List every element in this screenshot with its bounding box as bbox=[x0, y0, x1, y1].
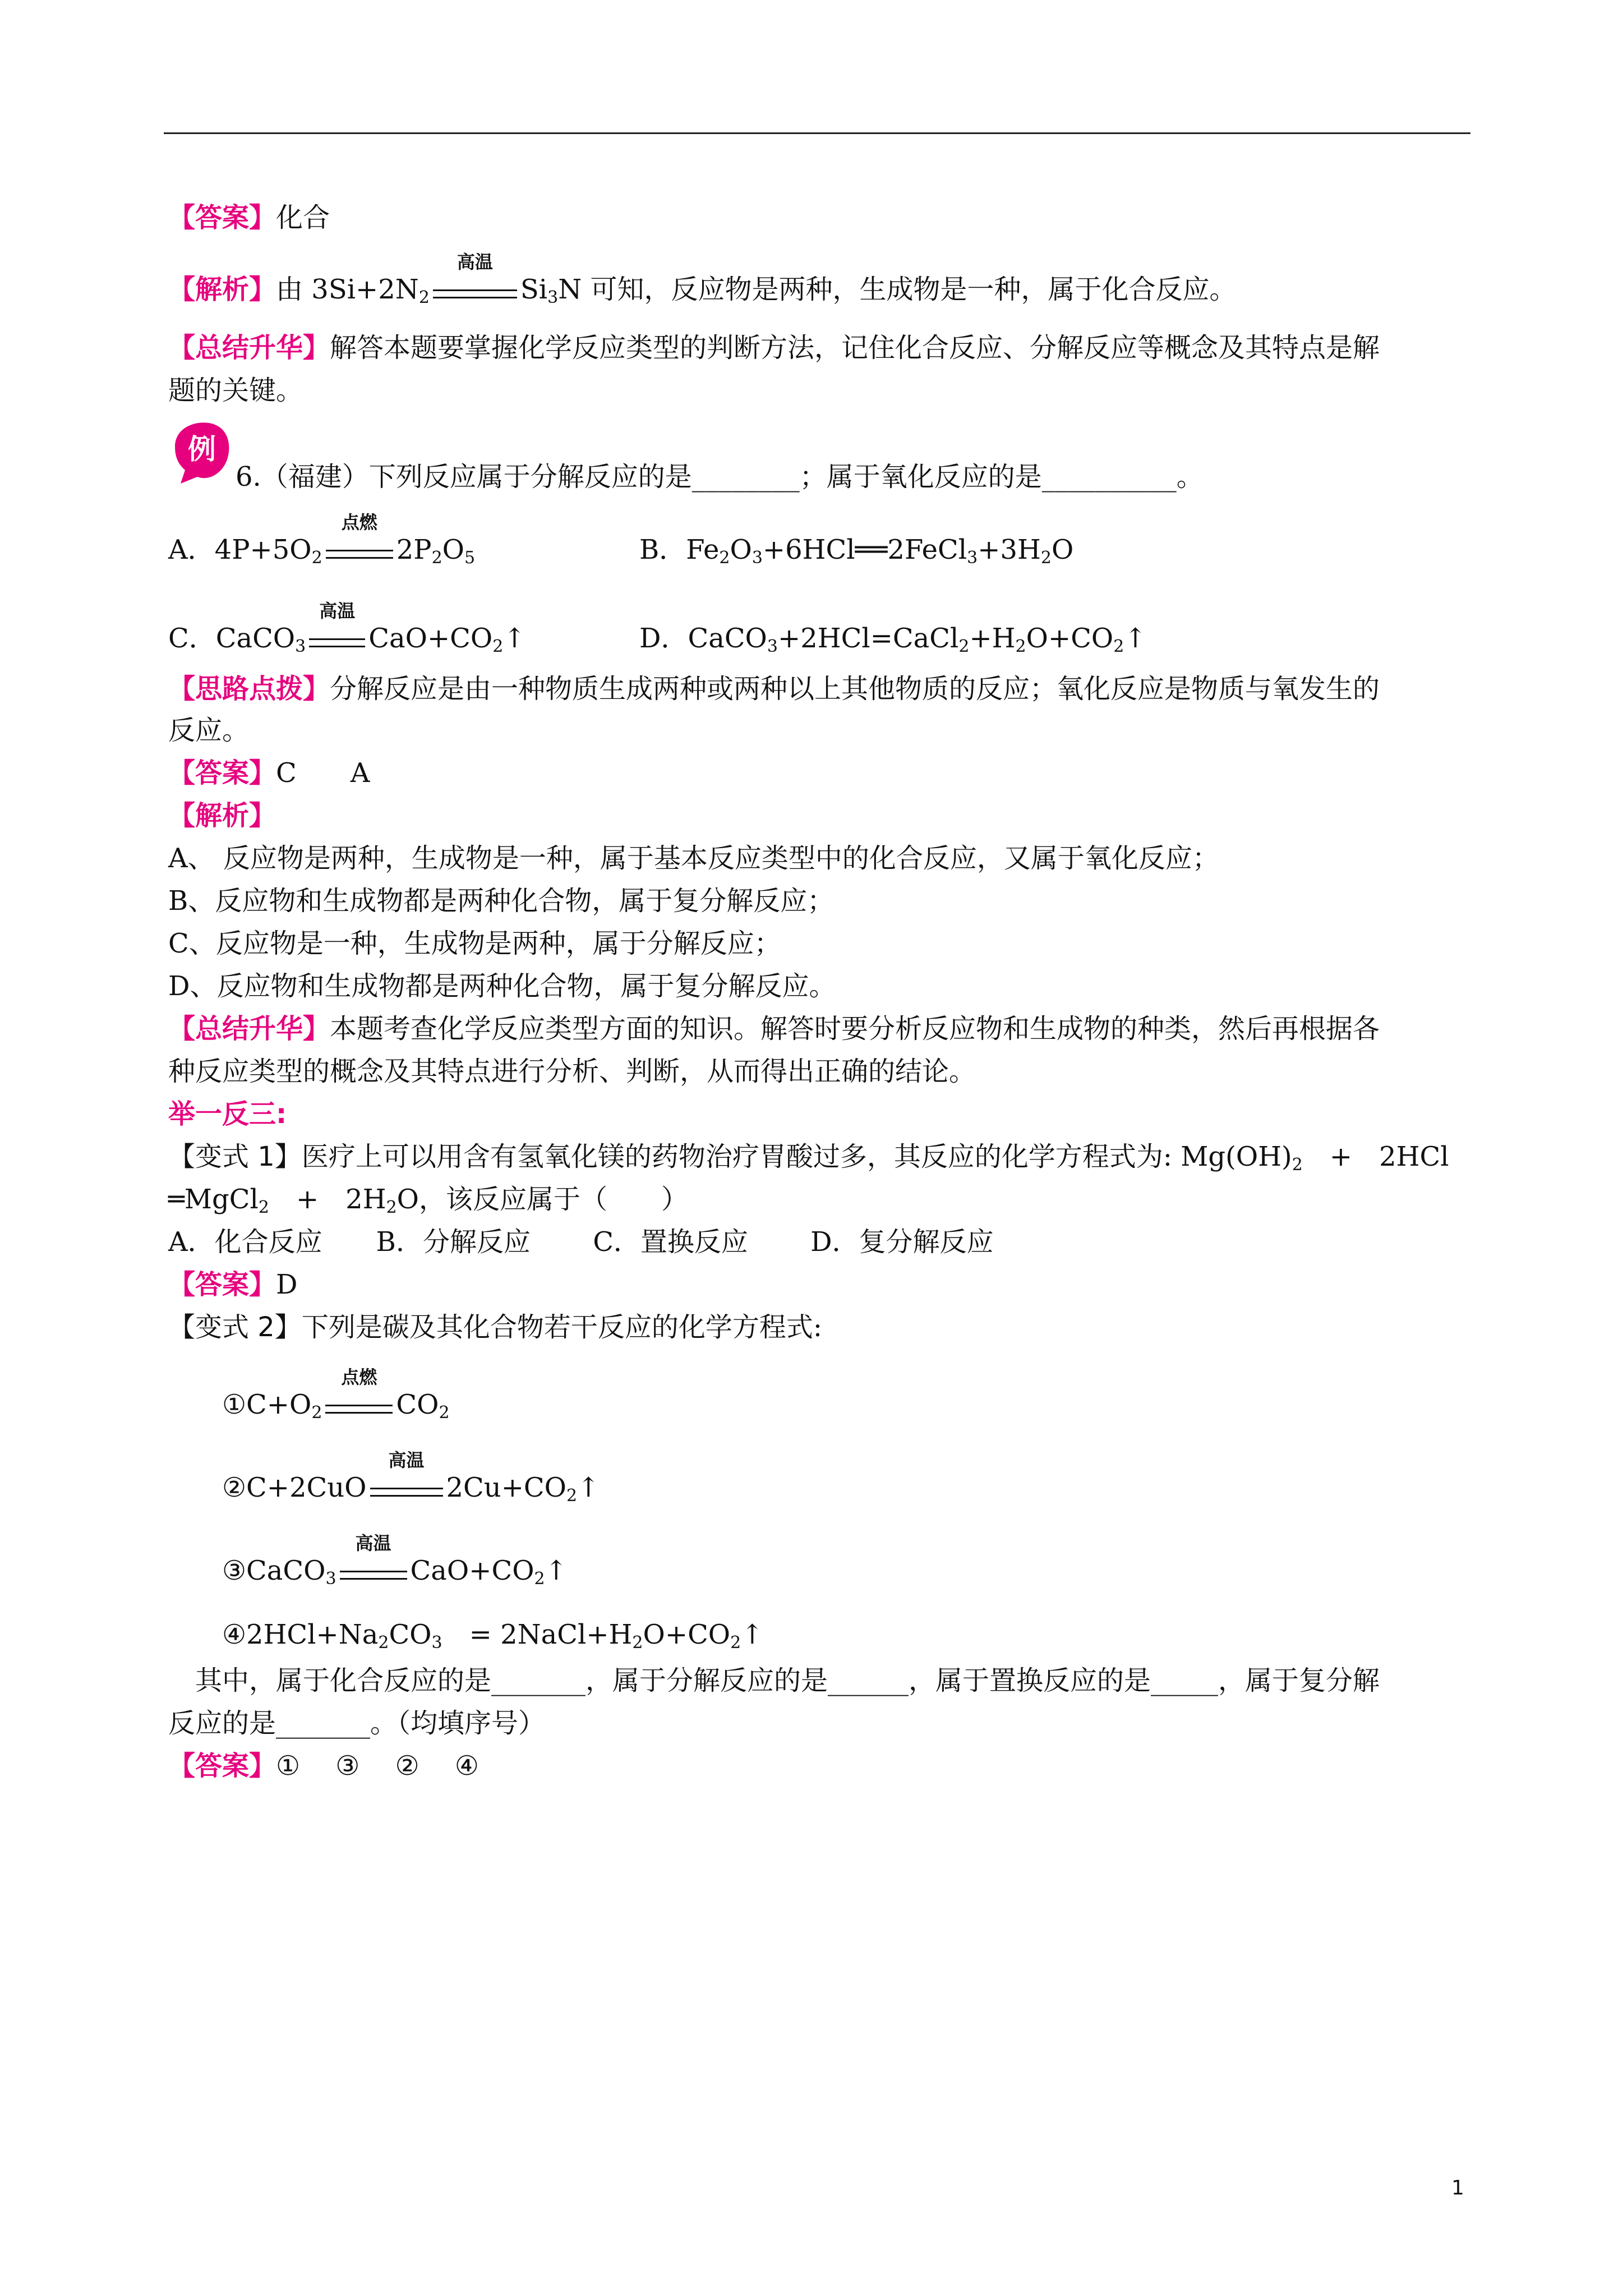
reaction-condition bbox=[433, 251, 517, 298]
equals-sign bbox=[309, 638, 365, 647]
subscript: 2 bbox=[386, 1198, 397, 1217]
subscript: 2 bbox=[534, 1569, 545, 1589]
option-text: +H bbox=[969, 623, 1016, 654]
equation-text: ③CaCO bbox=[222, 1555, 326, 1586]
answer-text: D bbox=[276, 1269, 298, 1300]
equation-text: ②C+2CuO bbox=[222, 1472, 367, 1503]
condition-label: 高温 bbox=[355, 1533, 391, 1554]
option-text: O bbox=[1051, 534, 1074, 565]
answer-text: ① ③ ② ④ bbox=[276, 1750, 479, 1782]
analysis-item bbox=[168, 927, 781, 960]
equation-text: 2Cu+CO bbox=[446, 1472, 566, 1503]
example-badge-icon bbox=[169, 418, 236, 485]
condition-label: 高温 bbox=[319, 600, 356, 622]
analysis-text: Si bbox=[520, 274, 548, 305]
variant-text: + 2HCl bbox=[1302, 1141, 1449, 1172]
hint-line bbox=[168, 714, 249, 747]
subscript: 2 bbox=[492, 637, 504, 656]
subscript: 2 bbox=[378, 1633, 389, 1653]
subscript: 2 bbox=[258, 1198, 269, 1217]
equation-3 bbox=[222, 1533, 568, 1589]
summary-text: 题的关键。 bbox=[168, 375, 303, 406]
variant-text: O，该反应属于（ ） bbox=[396, 1184, 689, 1215]
analysis-item bbox=[168, 841, 1219, 875]
question-text: 反应的是_______。（均填序号） bbox=[168, 1708, 546, 1739]
hint-line bbox=[168, 672, 1380, 706]
subscript: 2 bbox=[1292, 1155, 1303, 1175]
equals-sign bbox=[326, 550, 393, 559]
option-text: B．Fe bbox=[639, 534, 720, 565]
summary-text: 解答本题要掌握化学反应类型的判断方法，记住化合反应、分解反应等概念及其特点是解 bbox=[330, 332, 1380, 364]
analysis-text: C、反应物是一种，生成物是两种，属于分解反应； bbox=[168, 928, 781, 959]
answer-line bbox=[168, 756, 370, 790]
option-text: +6HCl══2FeCl bbox=[762, 534, 967, 565]
option-text: C．CaCO bbox=[168, 623, 296, 654]
equals-sign bbox=[370, 1488, 443, 1497]
option-text: ↑ bbox=[1124, 623, 1147, 654]
reaction-condition bbox=[309, 600, 365, 647]
hint-text: 反应。 bbox=[168, 715, 250, 746]
answer-text: C A bbox=[276, 757, 370, 789]
subscript: 2 bbox=[311, 548, 322, 568]
condition-label: 高温 bbox=[388, 1450, 425, 1471]
reaction-condition bbox=[326, 512, 393, 559]
analysis-item bbox=[168, 969, 836, 1003]
answer-line bbox=[168, 201, 330, 234]
summary-text: 种反应类型的概念及其特点进行分析、判断，从而得出正确的结论。 bbox=[168, 1056, 976, 1087]
analysis-text: 可知，反应物是两种，生成物是一种，属于化合反应。 bbox=[582, 274, 1237, 305]
analysis-item bbox=[168, 884, 834, 918]
condition-label: 高温 bbox=[457, 251, 493, 273]
subscript: 3 bbox=[431, 1633, 442, 1653]
analysis-text: B、反应物和生成物都是两种化合物，属于复分解反应； bbox=[168, 885, 834, 917]
option-text: O bbox=[442, 534, 465, 565]
analysis-text: 由 3Si+2N bbox=[276, 274, 419, 305]
practice-heading bbox=[168, 1097, 287, 1131]
equals-sign bbox=[433, 289, 517, 298]
variant1-line bbox=[168, 1182, 688, 1216]
answer-line bbox=[168, 1749, 479, 1783]
condition-label: 点燃 bbox=[341, 512, 377, 533]
analysis-line bbox=[168, 251, 1237, 307]
summary-line bbox=[168, 331, 1380, 365]
answer-text: 化合 bbox=[276, 202, 330, 233]
summary-line bbox=[168, 1055, 976, 1088]
summary-text: 本题考查化学反应类型方面的知识。解答时要分析反应物和生成物的种类，然后再根据各 bbox=[330, 1013, 1380, 1045]
summary-tag: 【总结升华】 bbox=[168, 332, 330, 364]
option-text: O+CO bbox=[1026, 623, 1114, 654]
subscript: 2 bbox=[1040, 548, 1052, 568]
question-text: 其中，属于化合反应的是_______，属于分解反应的是______，属于置换反应的是_____，属于复分解 bbox=[168, 1665, 1380, 1696]
subscript: 2 bbox=[1113, 637, 1124, 656]
analysis-text: A、 反应物是两种，生成物是一种，属于基本反应类型中的化合反应，又属于氧化反应； bbox=[168, 843, 1219, 874]
option-text: CaO+CO bbox=[368, 623, 493, 654]
variant1-line bbox=[168, 1140, 1449, 1174]
equation-text: ④2HCl+Na bbox=[222, 1619, 379, 1650]
subscript: 2 bbox=[632, 1633, 643, 1653]
subscript: 2 bbox=[958, 637, 970, 656]
summary-tag: 【总结升华】 bbox=[168, 1013, 330, 1045]
answer-tag: 【答案】 bbox=[168, 1750, 276, 1782]
variant-text: 下列是碳及其化合物若干反应的化学方程式: bbox=[301, 1312, 822, 1343]
option-b bbox=[639, 533, 1073, 567]
question-line bbox=[168, 1706, 545, 1740]
analysis-text: N bbox=[558, 274, 582, 305]
subscript: 3 bbox=[967, 548, 978, 568]
equation-2 bbox=[222, 1450, 600, 1506]
answer-line bbox=[168, 1268, 298, 1301]
page-number: 1 bbox=[1451, 2177, 1464, 2200]
variant-tag: 【变式 1】 bbox=[168, 1141, 302, 1172]
reaction-condition bbox=[340, 1533, 407, 1580]
question-text: 6.（福建）下列反应属于分解反应的是________；属于氧化反应的是__________。 bbox=[236, 461, 1204, 493]
option-a bbox=[168, 512, 476, 568]
header-rule bbox=[164, 132, 1470, 134]
subscript: 3 bbox=[547, 288, 559, 307]
answer-tag: 【答案】 bbox=[168, 1269, 276, 1300]
variant-text: + 2H bbox=[269, 1184, 386, 1215]
subscript: 2 bbox=[418, 288, 430, 307]
equation-text: O+CO bbox=[643, 1619, 731, 1650]
equation-text: ①C+O bbox=[222, 1389, 312, 1420]
analysis-tag: 【解析】 bbox=[168, 274, 276, 305]
option-d bbox=[639, 622, 1147, 655]
options-text: A．化合反应 B．分解反应 C．置换反应 D．复分解反应 bbox=[168, 1226, 994, 1258]
subscript: 5 bbox=[464, 548, 476, 568]
equation-text: ↑ bbox=[741, 1619, 764, 1650]
equation-text: CO bbox=[396, 1389, 439, 1420]
summary-line bbox=[168, 374, 303, 407]
equation-4 bbox=[222, 1618, 763, 1651]
equation-text: = 2NaCl+H bbox=[442, 1619, 633, 1650]
badge-label: 例 bbox=[188, 433, 216, 466]
analysis-text: D、反应物和生成物都是两种化合物，属于复分解反应。 bbox=[168, 970, 836, 1002]
variant2-line bbox=[168, 1310, 822, 1344]
variant-text: 医疗上可以用含有氢氧化镁的药物治疗胃酸过多，其反应的化学方程式为: Mg(OH) bbox=[301, 1141, 1292, 1172]
subscript: 2 bbox=[719, 548, 730, 568]
hint-tag: 【思路点拨】 bbox=[168, 673, 330, 705]
equation-text: CO bbox=[389, 1619, 432, 1650]
subscript: 3 bbox=[767, 637, 778, 656]
option-text: D．CaCO bbox=[639, 623, 767, 654]
subscript: 2 bbox=[730, 1633, 741, 1653]
option-text: O bbox=[730, 534, 752, 565]
subscript: 3 bbox=[751, 548, 763, 568]
variant-text: ═MgCl bbox=[168, 1184, 259, 1215]
hint-text: 分解反应是由一种物质生成两种或两种以上其他物质的反应；氧化反应是物质与氧发生的 bbox=[330, 673, 1380, 705]
option-text: +3H bbox=[978, 534, 1041, 565]
answer-tag: 【答案】 bbox=[168, 202, 276, 233]
reaction-condition bbox=[325, 1366, 393, 1414]
reaction-condition bbox=[370, 1450, 443, 1497]
practice-heading-text: 举一反三: bbox=[168, 1098, 287, 1130]
subscript: 2 bbox=[431, 548, 442, 568]
subscript: 3 bbox=[325, 1569, 336, 1589]
summary-line bbox=[168, 1012, 1380, 1046]
option-c bbox=[168, 600, 526, 656]
subscript: 2 bbox=[1015, 637, 1026, 656]
option-text: A．4P+5O bbox=[168, 534, 312, 565]
subscript: 2 bbox=[311, 1403, 322, 1423]
analysis-heading bbox=[168, 799, 276, 832]
analysis-tag: 【解析】 bbox=[168, 800, 276, 831]
option-text: +2HCl=CaCl bbox=[778, 623, 959, 654]
equals-sign bbox=[325, 1405, 393, 1414]
option-text: ↑ bbox=[503, 623, 526, 654]
subscript: 2 bbox=[439, 1403, 450, 1423]
question-line bbox=[168, 1664, 1380, 1697]
equation-1 bbox=[222, 1366, 450, 1423]
variant-tag: 【变式 2】 bbox=[168, 1312, 302, 1343]
subscript: 3 bbox=[295, 637, 306, 656]
question-line bbox=[236, 460, 1204, 494]
variant1-options bbox=[168, 1225, 994, 1259]
condition-label: 点燃 bbox=[341, 1366, 377, 1388]
option-text: 2P bbox=[396, 534, 432, 565]
equation-text: ↑ bbox=[545, 1555, 568, 1586]
subscript: 2 bbox=[566, 1486, 578, 1506]
equation-text: CaO+CO bbox=[410, 1555, 534, 1586]
equals-sign bbox=[340, 1571, 407, 1580]
equation-text: ↑ bbox=[577, 1472, 600, 1503]
answer-tag: 【答案】 bbox=[168, 757, 276, 789]
